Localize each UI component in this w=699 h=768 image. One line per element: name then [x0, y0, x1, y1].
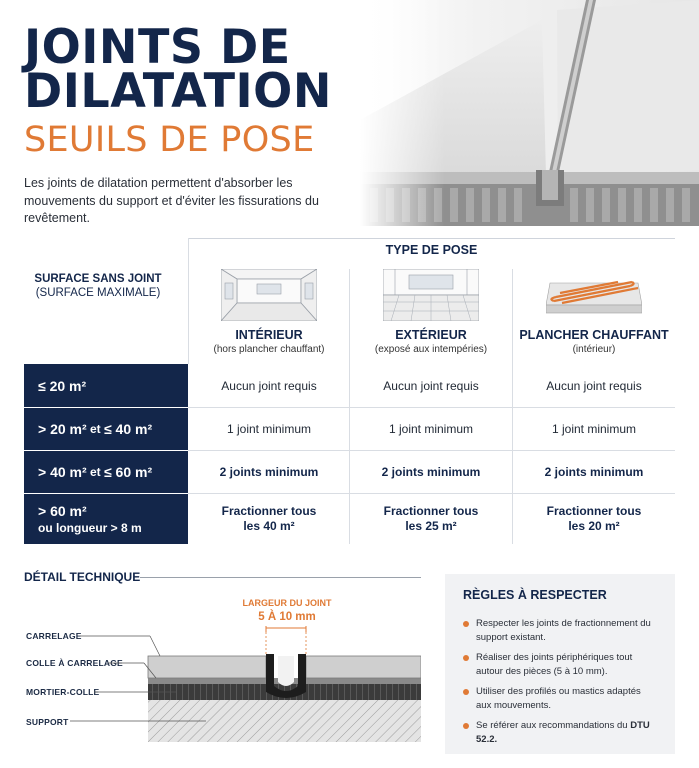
rule-item: [463, 719, 657, 746]
bullet-dot-icon: [463, 689, 469, 695]
rule-text: Utiliser des profilés ou mastics adaptés aux mouvements.: [476, 686, 641, 711]
table-cell: [513, 494, 675, 544]
rule-item: [463, 685, 657, 712]
interior-room-icon: [221, 269, 317, 321]
column-interieur: [188, 269, 350, 363]
row-label-text: > 20 m²: [38, 421, 87, 437]
column-subtitle: (intérieur): [572, 344, 616, 355]
rules-list: [463, 617, 657, 746]
row-label-connector: et: [86, 422, 104, 436]
row-label-gt-60: [24, 494, 188, 544]
row-label-text: ≤ 40 m²: [103, 421, 153, 437]
column-subtitle: (hors plancher chauffant): [213, 344, 325, 355]
table-cell: Aucun joint requis: [221, 378, 317, 393]
row-label-text: ≤ 60 m²: [103, 464, 153, 480]
joint-width-value: 5 À 10 mm: [258, 611, 316, 623]
table-cell: [350, 494, 512, 544]
table-cell: Aucun joint requis: [546, 378, 642, 393]
layer-label-colle: COLLE À CARRELAGE: [26, 658, 123, 668]
bullet-dot-icon: [463, 621, 469, 627]
hero-image-tile-profile: [360, 0, 699, 226]
joint-cross-section-diagram: [26, 626, 421, 742]
table-cell: 1 joint minimum: [551, 422, 637, 436]
column-title: PLANCHER CHAUFFANT: [519, 328, 669, 342]
surface-label-title: SURFACE SANS JOINT: [34, 273, 162, 285]
cell-line: les 20 m²: [568, 519, 620, 533]
rule-text-bold: DTU 52.2.: [476, 720, 650, 745]
table-cell: 2 joints minimum: [219, 465, 319, 479]
rule-item: [463, 617, 657, 644]
table-cell: 1 joint minimum: [226, 422, 312, 436]
layer-label-mortier: MORTIER-COLLE: [26, 687, 100, 697]
rule-text: Respecter les joints de fractionnement du support existant.: [476, 618, 651, 643]
cell-line: Fractionner tous: [546, 504, 642, 518]
detail-divider: [140, 577, 421, 578]
type-de-pose-header: TYPE DE POSE: [188, 238, 675, 261]
row-label-40-60: [24, 451, 188, 493]
layer-label-support: SUPPORT: [26, 717, 69, 727]
table-cell: 2 joints minimum: [381, 465, 481, 479]
column-plancher-chauffant: [513, 269, 675, 363]
cell-line: les 40 m²: [243, 519, 295, 533]
column-title: EXTÉRIEUR: [395, 328, 467, 342]
row-label-le-20: [24, 364, 188, 407]
cell-line: Fractionner tous: [221, 504, 317, 518]
column-title: INTÉRIEUR: [235, 328, 303, 342]
page-title: [24, 20, 332, 119]
row-label-text: > 60 m²: [38, 503, 87, 519]
page-subtitle: SEUILS DE POSE: [24, 120, 315, 160]
layer-label-carrelage: CARRELAGE: [26, 631, 82, 641]
table-cell: [188, 494, 350, 544]
cell-line: Fractionner tous: [383, 504, 479, 518]
rule-text: Se référer aux recommandations du: [476, 720, 631, 731]
row-label-line2: ou longueur > 8 m: [38, 521, 142, 535]
row-label-text: > 40 m²: [38, 464, 87, 480]
rule-text: Réaliser des joints périphériques tout autour des pièces (5 à 10 mm).: [476, 652, 633, 677]
row-label-connector: et: [86, 465, 104, 479]
table-cell: Aucun joint requis: [383, 378, 479, 393]
column-exterieur: [350, 269, 512, 363]
rules-title: RÈGLES À RESPECTER: [463, 588, 607, 602]
surface-label: [24, 272, 172, 300]
row-label-text: ≤ 20 m²: [38, 377, 87, 394]
rules-panel: [445, 574, 675, 754]
title-line-1: JOINTS DE: [24, 20, 291, 75]
bullet-dot-icon: [463, 655, 469, 661]
heated-floor-icon: [546, 269, 642, 321]
rule-item: [463, 651, 657, 678]
joint-width-label: LARGEUR DU JOINT: [242, 598, 332, 608]
title-line-2: DILATATION: [24, 64, 332, 119]
intro-text: Les joints de dilatation permettent d'absorber les mouvements du support et d'éviter les fissurations du revêtement.: [24, 176, 319, 225]
bullet-dot-icon: [463, 723, 469, 729]
row-label-20-40: [24, 408, 188, 450]
detail-title: DÉTAIL TECHNIQUE: [24, 570, 141, 584]
exterior-terrace-icon: [383, 269, 479, 321]
table-cell: 2 joints minimum: [544, 465, 644, 479]
table-cell: 1 joint minimum: [388, 422, 474, 436]
surface-label-sub: (SURFACE MAXIMALE): [35, 287, 161, 299]
cell-line: les 25 m²: [405, 519, 457, 533]
joint-threshold-table: [24, 238, 675, 546]
column-subtitle: (exposé aux intempéries): [374, 344, 488, 355]
